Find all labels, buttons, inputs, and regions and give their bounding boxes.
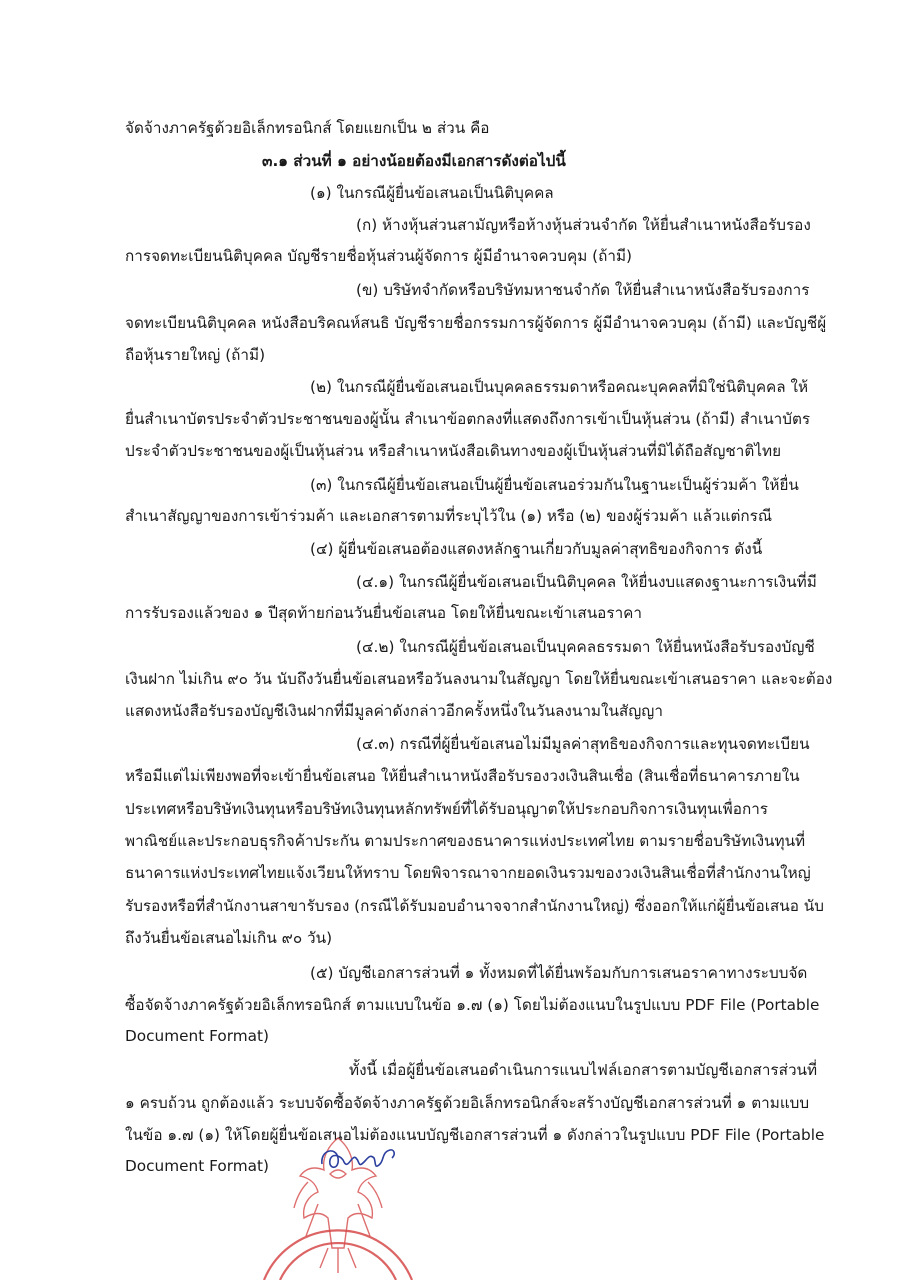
text-line: การรับรองแล้วของ ๑ ปีสุดท้ายก่อนวันยื่นข้อเสนอ โดยให้ยื่นขณะเข้าเสนอราคา	[125, 604, 643, 622]
text-line: แสดงหนังสือรับรองบัญชีเงินฝากที่มีมูลค่าดังกล่าวอีกครั้งหนึ่งในวันลงนามในสัญญา	[125, 702, 663, 720]
text-line: ทั้งนี้ เมื่อผู้ยื่นข้อเสนอดำเนินการแนบไฟล์เอกสารตามบัญชีเอกสารส่วนที่	[349, 1061, 818, 1079]
text-line: สำเนาสัญญาของการเข้าร่วมค้า และเอกสารตามที่ระบุไว้ใน (๑) หรือ (๒) ของผู้ร่วมค้า แล้วแต่กรณี	[125, 507, 773, 525]
text-line: (ก) ห้างหุ้นส่วนสามัญหรือห้างหุ้นส่วนจำกัด ให้ยื่นสำเนาหนังสือรับรอง	[356, 216, 811, 234]
text-line: (๕) บัญชีเอกสารส่วนที่ ๑ ทั้งหมดที่ได้ยื่นพร้อมกับการเสนอราคาทางระบบจัด	[310, 964, 808, 982]
text-line: Document Format)	[125, 1157, 269, 1175]
text-line: ธนาคารแห่งประเทศไทยแจ้งเวียนให้ทราบ โดยพิจารณาจากยอดเงินรวมของวงเงินสินเชื่อที่สำนักงานใหญ่	[125, 864, 811, 882]
text-line: ยื่นสำเนาบัตรประจำตัวประชาชนของผู้นั้น สำเนาข้อตกลงที่แสดงถึงการเข้าเป็นหุ้นส่วน (ถ้ามี) สำเนาบัตร	[125, 410, 811, 428]
text-line: พาณิชย์และประกอบธุรกิจค้าประกัน ตามประกาศของธนาคารแห่งประเทศไทย ตามรายชื่อบริษัทเงินทุนที่	[125, 832, 806, 850]
text-line: (๑) ในกรณีผู้ยื่นข้อเสนอเป็นนิติบุคคล	[310, 184, 554, 202]
text-line: (๓) ในกรณีผู้ยื่นข้อเสนอเป็นผู้ยื่นข้อเสนอร่วมกันในฐานะเป็นผู้ร่วมค้า ให้ยื่น	[310, 476, 799, 494]
text-line: ถือหุ้นรายใหญ่ (ถ้ามี)	[125, 346, 266, 364]
text-line: ประจำตัวประชาชนของผู้เป็นหุ้นส่วน หรือสำเนาหนังสือเดินทางของผู้เป็นหุ้นส่วนที่มิได้ถือสัญชาติไทย	[125, 442, 782, 460]
handwritten-signature	[318, 1140, 398, 1180]
text-line: ในข้อ ๑.๗ (๑) ให้โดยผู้ยื่นข้อเสนอไม่ต้องแนบบัญชีเอกสารส่วนที่ ๑ ดังกล่าวในรูปแบบ PDF File (Portable	[125, 1126, 825, 1144]
text-line: หรือมีแต่ไม่เพียงพอที่จะเข้ายื่นข้อเสนอ ให้ยื่นสำเนาหนังสือรับรองวงเงินสินเชื่อ (สินเชื่อที่ธนาคารภายใน	[125, 767, 800, 785]
text-line: ถึงวันยื่นข้อเสนอไม่เกิน ๙๐ วัน)	[125, 929, 333, 947]
text-line: (๒) ในกรณีผู้ยื่นข้อเสนอเป็นบุคคลธรรมดาหรือคณะบุคคลที่มิใช่นิติบุคคล ให้	[310, 378, 809, 396]
text-line: Document Format)	[125, 1027, 269, 1045]
text-line: เงินฝาก ไม่เกิน ๙๐ วัน นับถึงวันยื่นข้อเสนอหรือวันลงนามในสัญญา โดยให้ยื่นขณะเข้าเสนอราคา และจะต้อง	[125, 670, 833, 688]
text-line: ซื้อจัดจ้างภาครัฐด้วยอิเล็กทรอนิกส์ ตามแบบในข้อ ๑.๗ (๑) โดยไม่ต้องแนบในรูปแบบ PDF File (Portable	[125, 996, 820, 1014]
text-line: (๔.๒) ในกรณีผู้ยื่นข้อเสนอเป็นบุคคลธรรมดา ให้ยื่นหนังสือรับรองบัญชี	[356, 638, 815, 656]
text-line: (๔.๑) ในกรณีผู้ยื่นข้อเสนอเป็นนิติบุคคล ให้ยื่นงบแสดงฐานะการเงินที่มี	[356, 573, 817, 591]
text-line: จดทะเบียนนิติบุคคล หนังสือบริคณห์สนธิ บัญชีรายชื่อกรรมการผู้จัดการ ผู้มีอำนาจควบคุม (ถ้ามี) และบัญชีผู้	[125, 314, 827, 332]
garuda-seal-stamp	[258, 1108, 418, 1280]
text-line: ๑ ครบถ้วน ถูกต้องแล้ว ระบบจัดซื้อจัดจ้างภาครัฐด้วยอิเล็กทรอนิกส์จะสร้างบัญชีเอกสารส่วนที่ ๑ ตามแบบ	[125, 1094, 810, 1112]
text-line: (ข) บริษัทจำกัดหรือบริษัทมหาชนจำกัด ให้ยื่นสำเนาหนังสือรับรองการ	[356, 281, 810, 299]
text-line: (๔) ผู้ยื่นข้อเสนอต้องแสดงหลักฐานเกี่ยวกับมูลค่าสุทธิของกิจการ ดังนี้	[310, 540, 763, 558]
text-line: ประเทศหรือบริษัทเงินทุนหรือบริษัทเงินทุนหลักทรัพย์ที่ได้รับอนุญาตให้ประกอบกิจการเงินทุนเพื่อการ	[125, 800, 769, 818]
text-line: จัดจ้างภาครัฐด้วยอิเล็กทรอนิกส์ โดยแยกเป็น ๒ ส่วน คือ	[125, 119, 490, 137]
section-heading: ๓.๑ ส่วนที่ ๑ อย่างน้อยต้องมีเอกสารดังต่อไปนี้	[262, 152, 566, 170]
text-line: การจดทะเบียนนิติบุคคล บัญชีรายชื่อหุ้นส่วนผู้จัดการ ผู้มีอำนาจควบคุม (ถ้ามี)	[125, 247, 633, 265]
text-line: รับรองหรือที่สำนักงานสาขารับรอง (กรณีได้รับมอบอำนาจจากสำนักงานใหญ่) ซึ่งออกให้แก่ผู้ยื่นข้อเสนอ นับ	[125, 897, 824, 915]
text-line: (๔.๓) กรณีที่ผู้ยื่นข้อเสนอไม่มีมูลค่าสุทธิของกิจการและทุนจดทะเบียน	[356, 735, 810, 753]
